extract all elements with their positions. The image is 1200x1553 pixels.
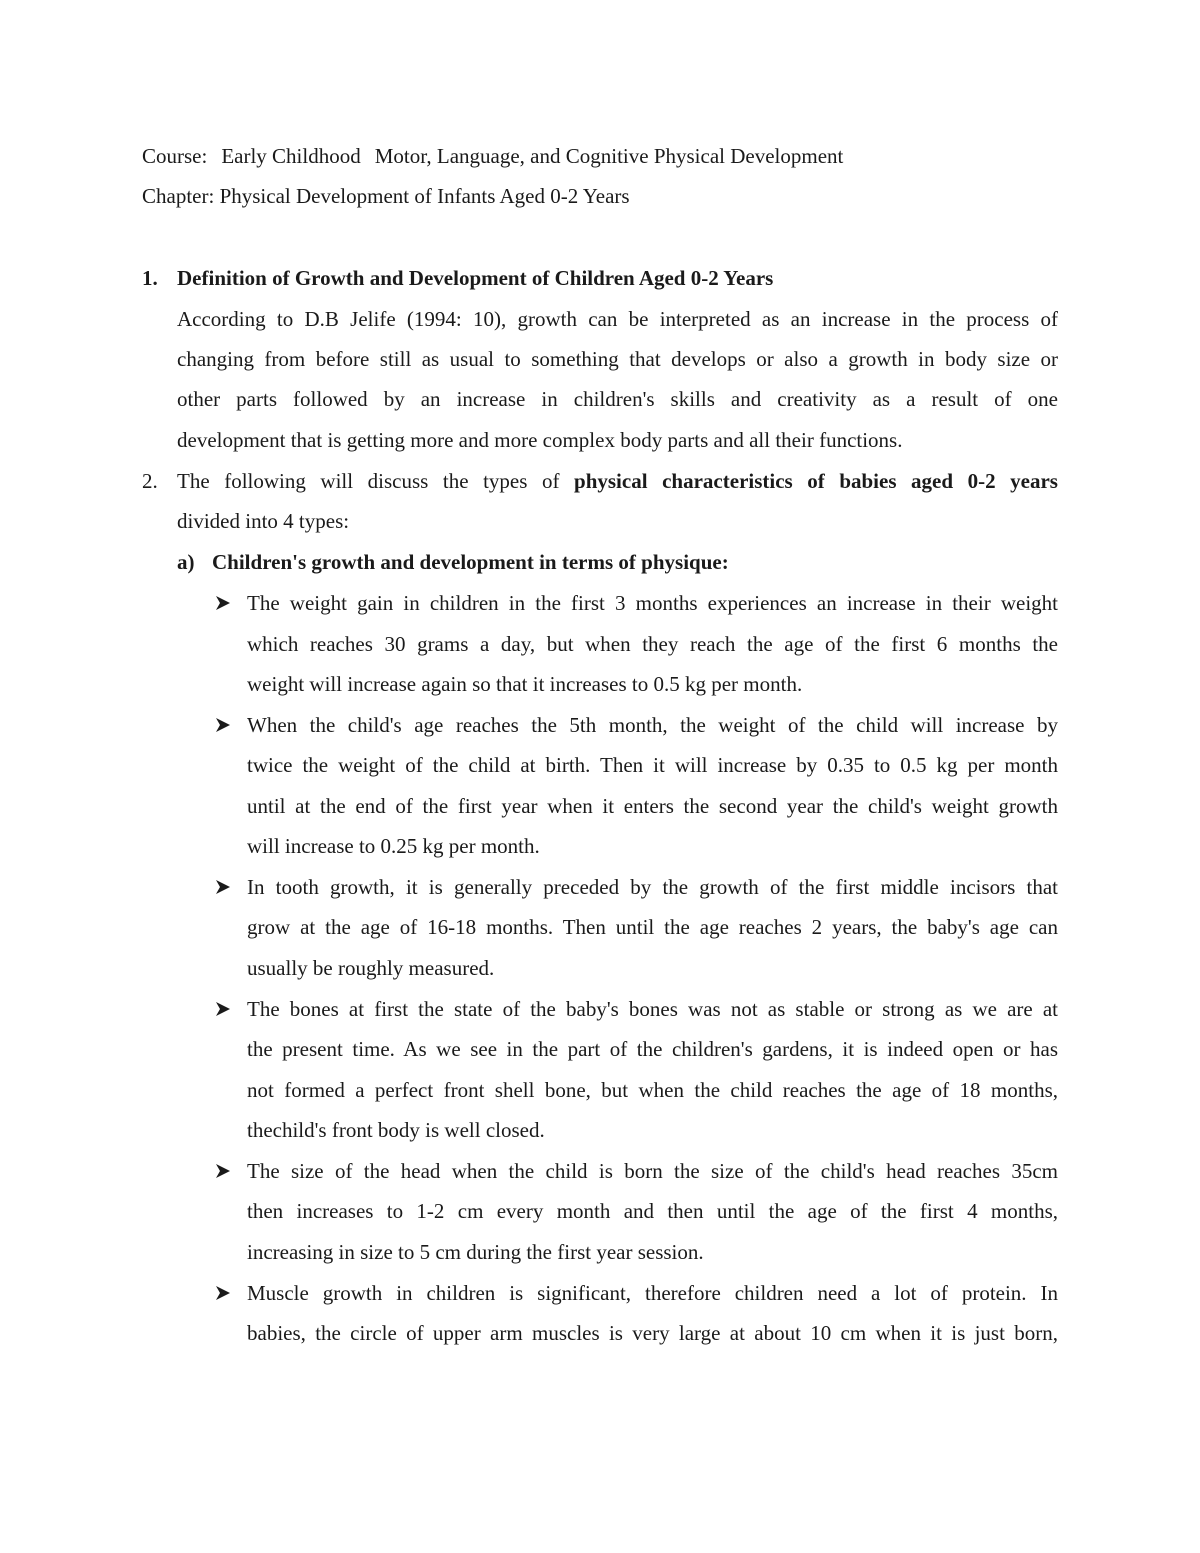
arrowhead-bullet-icon — [213, 1279, 233, 1307]
arrowhead-bullet-icon — [213, 995, 233, 1023]
course-value-2: Motor, Language, and Cognitive Physical Development — [374, 144, 844, 168]
section-1-heading: Definition of Growth and Development of Children Aged 0-2 Years — [177, 266, 774, 290]
course-value-1: Early Childhood — [221, 144, 361, 168]
bullet-line: In tooth growth, it is generally preceded by the growth of the first middle incisors that — [247, 875, 1058, 899]
section-1-paragraph-line: other parts followed by an increase in children's skills and creativity as a result of one — [177, 387, 1058, 411]
bullet-line: The weight gain in children in the first 3 months experiences an increase in their weight — [247, 591, 1058, 615]
bullet-line: until at the end of the first year when it enters the second year the child's weight growth — [247, 794, 1058, 818]
bullet-line: twice the weight of the child at birth. Then it will increase by 0.35 to 0.5 kg per month — [247, 753, 1058, 777]
section-2-intro-bold: physical characteristics of babies aged 0-2 years — [574, 469, 1058, 493]
bullet-line: Muscle growth in children is significant, therefore children need a lot of protein. In — [247, 1281, 1058, 1305]
arrowhead-bullet-icon — [213, 873, 233, 901]
section-1-paragraph-line: development that is getting more and more complex body parts and all their functions. — [177, 428, 903, 452]
arrowhead-bullet-icon — [213, 589, 233, 617]
bullet-line: increasing in size to 5 cm during the first year session. — [247, 1240, 704, 1264]
section-2-intro-line — [177, 467, 1058, 495]
arrowhead-bullet-icon — [213, 711, 233, 739]
section-1-paragraph-line: According to D.B Jelife (1994: 10), growth can be interpreted as an increase in the process of — [177, 307, 1058, 331]
bullet-line: which reaches 30 grams a day, but when they reach the age of the first 6 months the — [247, 632, 1058, 656]
section-1-number: 1. — [142, 266, 158, 290]
section-2-number: 2. — [142, 469, 158, 493]
bullet-line: The bones at first the state of the baby's bones was not as stable or strong as we are at — [247, 997, 1058, 1021]
bullet-line: grow at the age of 16-18 months. Then until the age reaches 2 years, the baby's age can — [247, 915, 1058, 939]
course-line — [142, 142, 843, 170]
section-2-intro-text: The following will discuss the types of — [177, 469, 560, 493]
chapter-line — [142, 182, 630, 210]
bullet-line: thechild's front body is well closed. — [247, 1118, 545, 1142]
bullet-line: the present time. As we see in the part of the children's gardens, it is indeed open or has — [247, 1037, 1058, 1061]
course-label: Course: — [142, 144, 208, 168]
bullet-line: then increases to 1-2 cm every month and then until the age of the first 4 months, — [247, 1199, 1058, 1223]
chapter-label: Chapter: — [142, 184, 215, 208]
arrowhead-bullet-icon — [213, 1157, 233, 1185]
chapter-value: Physical Development of Infants Aged 0-2 Years — [219, 184, 630, 208]
subsection-a-heading: Children's growth and development in terms of physique: — [212, 550, 729, 574]
bullet-line: The size of the head when the child is born the size of the child's head reaches 35cm — [247, 1159, 1058, 1183]
bullet-line: will increase to 0.25 kg per month. — [247, 834, 540, 858]
section-2-intro-line-2: divided into 4 types: — [177, 509, 350, 533]
bullet-line: weight will increase again so that it increases to 0.5 kg per month. — [247, 672, 803, 696]
subsection-a-letter: a) — [177, 550, 195, 574]
bullet-line: babies, the circle of upper arm muscles is very large at about 10 cm when it is just born, — [247, 1321, 1058, 1345]
bullet-line: usually be roughly measured. — [247, 956, 495, 980]
bullet-line: When the child's age reaches the 5th month, the weight of the child will increase by — [247, 713, 1058, 737]
section-1-paragraph-line: changing from before still as usual to something that develops or also a growth in body size or — [177, 347, 1058, 371]
bullet-line: not formed a perfect front shell bone, but when the child reaches the age of 18 months, — [247, 1078, 1058, 1102]
